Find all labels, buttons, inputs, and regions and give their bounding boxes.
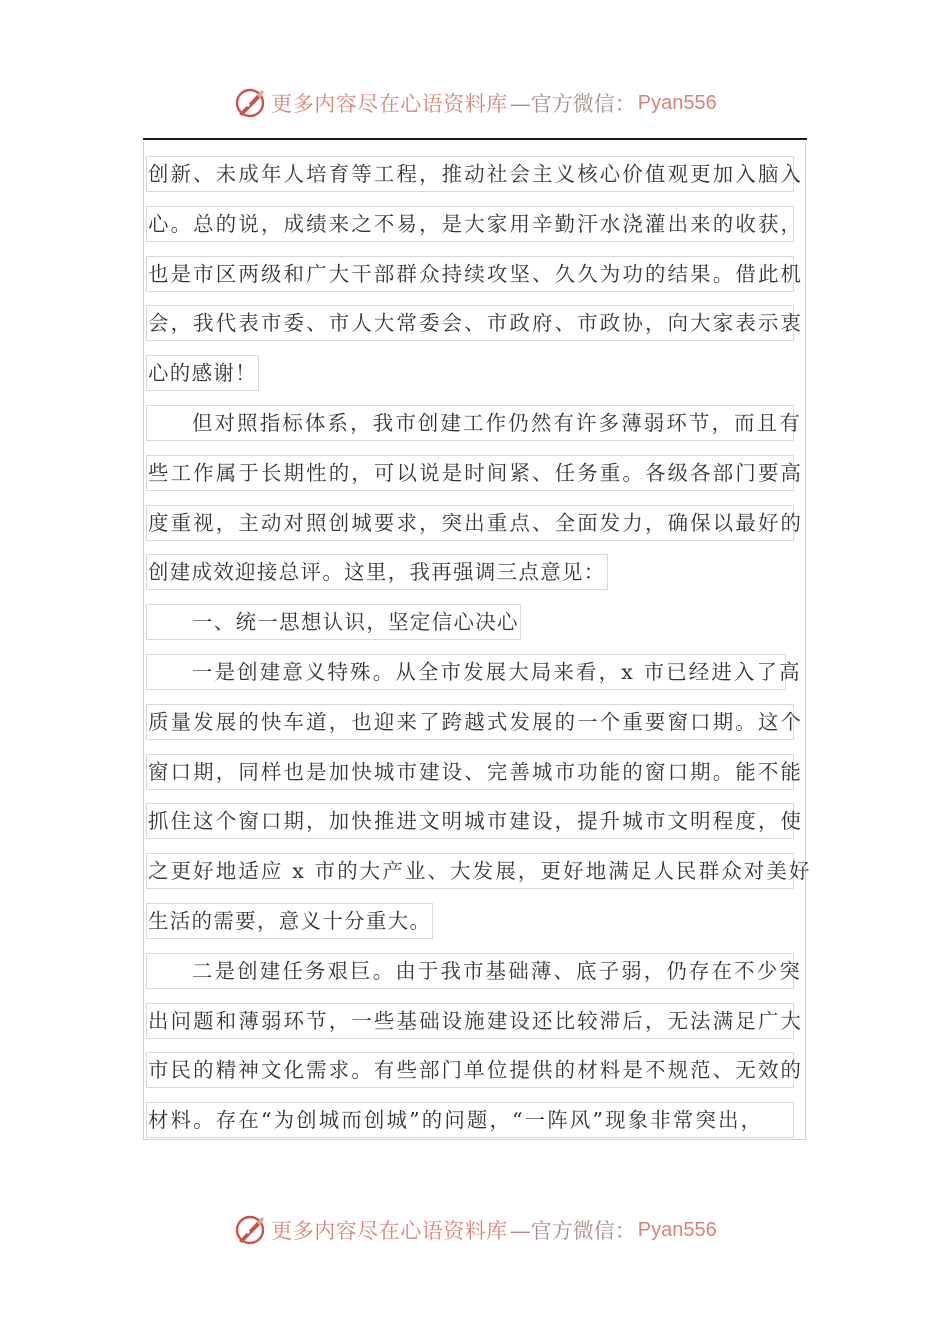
text-line	[146, 446, 804, 496]
line-text: 材料。存在“为创城而创城”的问题，“一阵风”现象非常突出，	[146, 1102, 794, 1138]
line-text: 市民的精神文化需求。有些部门单位提供的材料是不规范、无效的	[146, 1052, 794, 1088]
line-text: 之更好地适应 x 市的大产业、大发展，更好地满足人民群众对美好	[146, 853, 794, 889]
line-text: 心。总的说，成绩来之不易，是大家用辛勤汗水浇灌出来的收获，	[146, 206, 794, 242]
text-line	[146, 994, 804, 1044]
pen-nib-icon	[233, 86, 267, 120]
text-line	[146, 296, 804, 346]
text-line	[146, 794, 804, 844]
text-line	[146, 197, 804, 247]
line-text: 抓住这个窗口期，加快推进文明城市建设，提升城市文明程度，使	[146, 803, 794, 839]
line-text: 度重视，主动对照创城要求，突出重点、全面发力，确保以最好的	[146, 505, 794, 541]
line-text: 质量发展的快车道，也迎来了跨越式发展的一个重要窗口期。这个	[146, 704, 794, 740]
header-brand-text: 更多内容尽在心语资料库	[271, 92, 508, 116]
line-text: 一是创建意义特殊。从全市发展大局来看，x 市已经进入了高	[146, 654, 786, 690]
text-line	[146, 745, 804, 795]
text-line	[146, 247, 804, 297]
header-official-label: —官方微信：	[509, 92, 636, 116]
header-divider	[143, 138, 807, 140]
line-text: 创建成效迎接总评。这里，我再强调三点意见：	[146, 554, 608, 590]
pen-nib-icon	[233, 1213, 267, 1247]
line-text: 窗口期，同样也是加快城市建设、完善城市功能的窗口期。能不能	[146, 754, 794, 790]
text-line	[146, 695, 804, 745]
line-text: 些工作属于长期性的，可以说是时间紧、任务重。各级各部门要高	[146, 455, 794, 491]
line-text: 但对照指标体系，我市创建工作仍然有许多薄弱环节，而且有	[146, 405, 794, 441]
text-line	[146, 496, 804, 546]
text-line	[146, 1093, 796, 1143]
text-line	[146, 844, 812, 894]
header-banner	[0, 83, 950, 123]
text-line	[146, 894, 796, 944]
line-text: 心的感谢！	[146, 355, 259, 391]
footer-wechat-id: Pyan556	[637, 1218, 717, 1241]
footer-official-label: —官方微信：	[509, 1219, 636, 1243]
footer-brand-text: 更多内容尽在心语资料库	[271, 1219, 508, 1243]
text-line	[146, 346, 796, 396]
paragraph-first-line	[146, 944, 802, 994]
text-line	[146, 1043, 804, 1093]
line-text: 二是创建任务艰巨。由于我市基础薄、底子弱，仍存在不少突	[146, 953, 794, 989]
heading-text: 一、统一思想认识，坚定信心决心	[146, 604, 521, 640]
line-text: 也是市区两级和广大干部群众持续攻坚、久久为功的结果。借此机	[146, 256, 794, 292]
line-text: 创新、未成年人培育等工程，推动社会主义核心价值观更加入脑入	[146, 156, 794, 192]
line-text: 出问题和薄弱环节，一些基础设施建设还比较滞后，无法满足广大	[146, 1003, 794, 1039]
paragraph-first-line	[146, 645, 802, 695]
footer-banner	[0, 1210, 950, 1250]
text-line	[146, 545, 796, 595]
document-body	[146, 147, 812, 1143]
text-line	[146, 147, 804, 197]
header-wechat-id: Pyan556	[637, 91, 717, 114]
line-text: 生活的需要，意义十分重大。	[146, 903, 433, 939]
section-heading	[146, 595, 796, 645]
line-text: 会，我代表市委、市人大常委会、市政府、市政协，向大家表示衷	[146, 305, 794, 341]
paragraph-first-line	[146, 396, 802, 446]
